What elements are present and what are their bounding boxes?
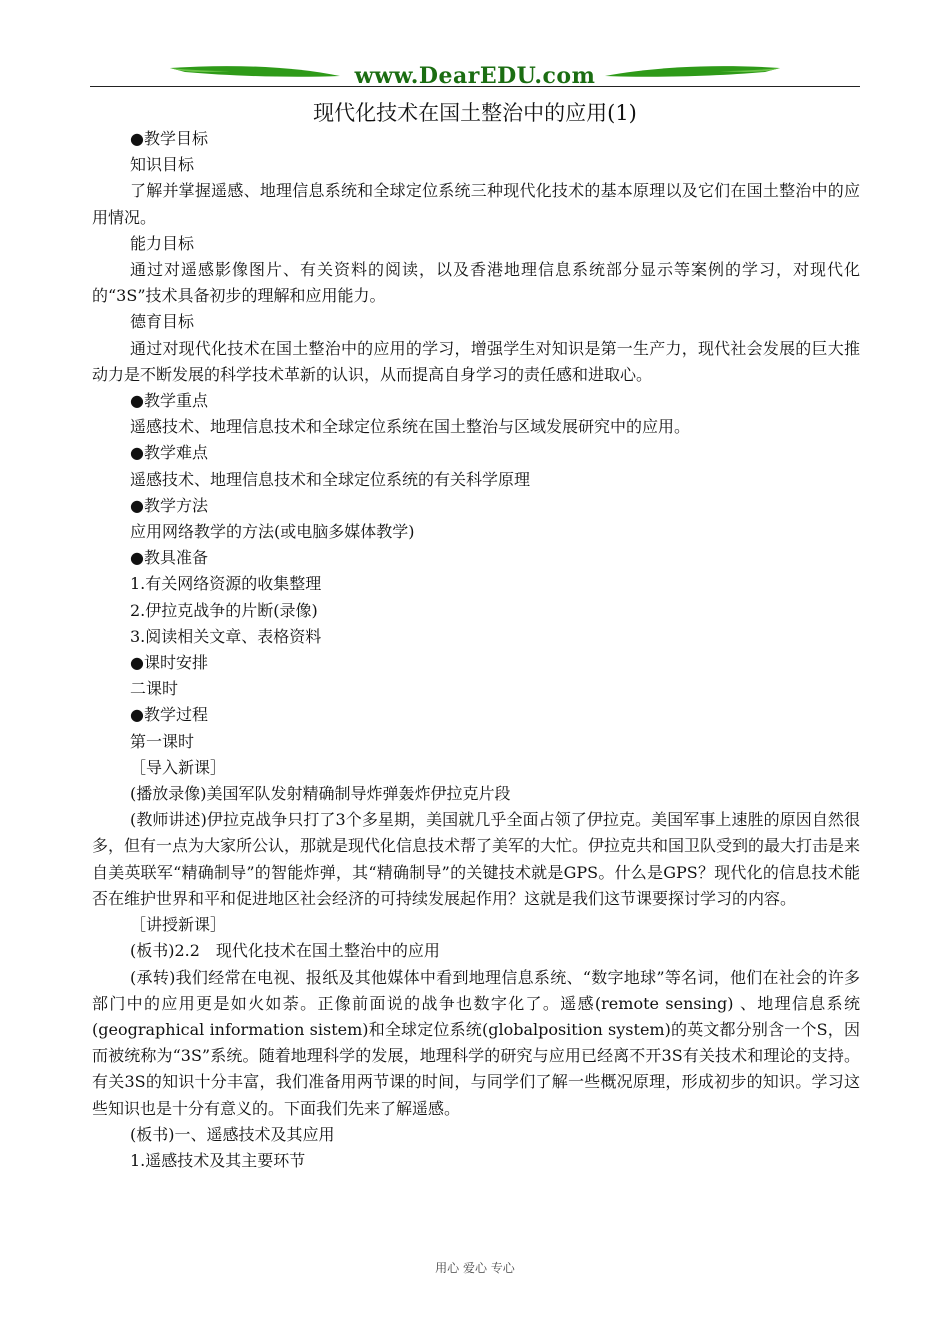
header-rule: [90, 86, 860, 87]
site-logo-text: www.DearEDU.com: [354, 63, 596, 89]
list-item: 3.阅读相关文章、表格资料: [130, 626, 322, 646]
section-heading-materials: ●教具准备: [130, 548, 208, 568]
subheading-knowledge: 知识目标: [130, 155, 195, 175]
site-header: [90, 58, 860, 94]
subheading-intro: ［导入新课］: [130, 757, 227, 777]
section-heading-process: ●教学过程: [130, 705, 208, 725]
paragraph-difficulties: 遥感技术、地理信息技术和全球定位系统的有关科学原理: [130, 469, 531, 489]
list-item: 1.有关网络资源的收集整理: [130, 574, 322, 594]
section-heading-objectives: ●教学目标: [130, 129, 208, 148]
paragraph-transition: (承转)我们经常在电视、报纸及其他媒体中看到地理信息系统、“数字地球”等名词，他们在社会的许多部门中的应用更是如火如荼。正像前面说的战争也数字化了。遥感(remote sensing) 、地理信息系统(geographical information sistem)和全球定位系统(globalposition system)的英文都分别含一个S，因而被统称为“3S”系统。随着地理科学的发展，地理科学的研究与应用已经离不开3S有关技术和理论的支持。有关3S的知识十分丰富，我们准备用两节课的时间，与同学们了解一些概况原理，形成初步的知识。学习这些知识也是十分有意义的。下面我们先来了解遥感。: [92, 967, 860, 1118]
list-item: 2.伊拉克战争的片断(录像): [130, 600, 318, 620]
paragraph-teacher-narration: (教师讲述)伊拉克战争只打了3个多星期，美国就几乎全面占领了伊拉克。美国军事上速胜的原因自然很多，但有一点为大家所公认，那就是现代化信息技术帮了美军的大忙。伊拉克共和国卫队受到的最大打击是来自美英联军“精确制导”的智能炸弹，其“精确制导”的关键技术就是GPS。什么是GPS？现代化的信息技术能否在维护世界和平和促进地区社会经济的可持续发展起作用？这就是我们这节课要探讨学习的内容。: [92, 810, 861, 908]
section-heading-key-points: ●教学重点: [130, 391, 208, 411]
document-title: 现代化技术在国土整治中的应用(1): [313, 101, 637, 125]
paragraph-ability: 通过对遥感影像图片、有关资料的阅读，以及香港地理信息系统部分显示等案例的学习，对现代化的“3S”技术具备初步的理解和应用能力。: [92, 260, 860, 306]
section-heading-difficulties: ●教学难点: [130, 443, 208, 463]
section-heading-methods: ●教学方法: [130, 495, 208, 515]
subheading-first-lesson: 第一课时: [130, 731, 195, 751]
paragraph-board-heading: (板书)2.2 现代化技术在国土整治中的应用: [130, 941, 440, 961]
paragraph-moral: 通过对现代化技术在国土整治中的应用的学习，增强学生对知识是第一生产力，现代社会发展的巨大推动力是不断发展的科学技术革新的认识，从而提高自身学习的责任感和进取心。: [92, 338, 860, 384]
paragraph-board-section: (板书)一、遥感技术及其应用: [130, 1124, 335, 1144]
section-heading-schedule: ●课时安排: [130, 653, 208, 673]
document-body: [92, 126, 860, 1174]
subheading-ability: 能力目标: [130, 233, 195, 253]
paragraph-video: (播放录像)美国军队发射精确制导炸弹轰炸伊拉克片段: [130, 784, 511, 804]
paragraph-methods: 应用网络教学的方法(或电脑多媒体教学): [130, 522, 415, 542]
paragraph-schedule: 二课时: [130, 679, 179, 699]
paragraph-knowledge: 了解并掌握遥感、地理信息系统和全球定位系统三种现代化技术的基本原理以及它们在国土整治中的应用情况。: [92, 181, 860, 227]
paragraph-board-subsection: 1.遥感技术及其主要环节: [130, 1150, 306, 1170]
subheading-moral: 德育目标: [130, 312, 195, 332]
page-footer: 用心 爱心 专心: [435, 1261, 515, 1275]
subheading-new-lesson: ［讲授新课］: [130, 915, 227, 935]
paragraph-key-points: 遥感技术、地理信息技术和全球定位系统在国土整治与区域发展研究中的应用。: [130, 417, 691, 437]
